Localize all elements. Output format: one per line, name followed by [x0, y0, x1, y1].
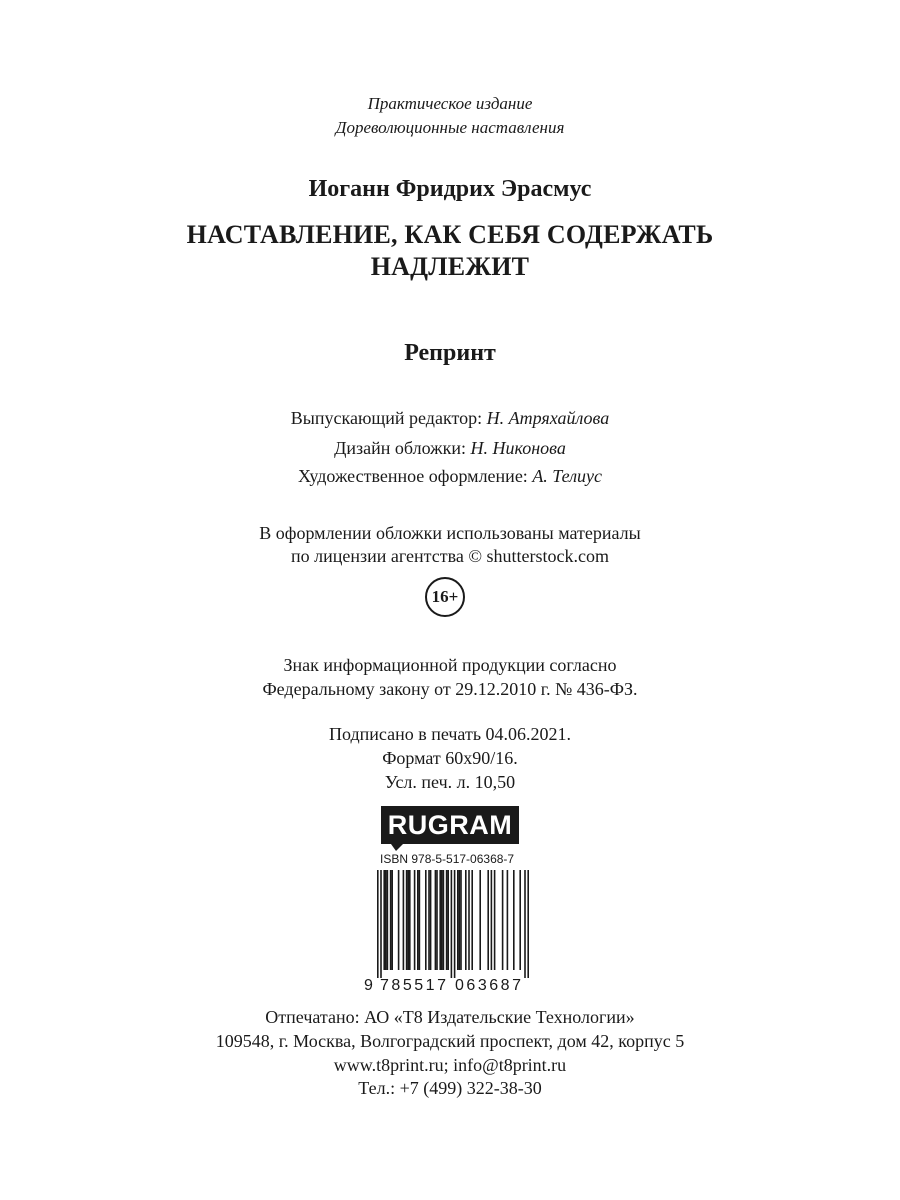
age-note-line-1: Знак информационной продукции согласно: [283, 655, 617, 675]
barcode-bar: [377, 870, 379, 978]
printer-line-3: www.t8print.ru; info@t8print.ru: [333, 1055, 567, 1075]
barcode-bar: [460, 870, 462, 970]
barcode-bar: [468, 870, 470, 970]
barcode-bar: [409, 870, 411, 970]
barcode-bar: [385, 870, 387, 970]
barcode-bar: [439, 870, 441, 970]
series-line-1: Практическое издание: [367, 94, 533, 113]
barcode-digit-first: 9: [364, 977, 373, 994]
barcode-bar: [407, 870, 409, 970]
printer-line-1: Отпечатано: АО «Т8 Издательские Технологии»: [265, 1007, 635, 1027]
barcode-digits-left: 785517: [380, 977, 446, 994]
barcode-bar: [425, 870, 427, 970]
barcode-bar: [519, 870, 521, 970]
barcode-bar: [417, 870, 419, 970]
credit-cover-design: [0, 438, 900, 459]
barcode-bar: [454, 870, 456, 978]
barcode-bar: [428, 870, 430, 970]
barcode-bar: [443, 870, 445, 970]
isbn-barcode: [362, 866, 537, 994]
book-title-line-1: НАСТАВЛЕНИЕ, КАК СЕБЯ СОДЕРЖАТЬ: [186, 220, 714, 249]
barcode-bar: [524, 870, 526, 978]
barcode-bar: [451, 870, 453, 978]
barcode-bars: [377, 870, 529, 978]
series-line-2: Дореволюционные наставления: [335, 118, 565, 137]
cover-note-line-2: по лицензии агентства © shutterstock.com: [291, 546, 609, 566]
barcode-bar: [465, 870, 467, 970]
credit-role: Художественное оформление:: [297, 466, 528, 486]
barcode-bar: [457, 870, 459, 970]
edition-type: Репринт: [404, 340, 496, 366]
barcode-bar: [406, 870, 408, 970]
barcode-bar: [436, 870, 438, 970]
barcode-bar: [435, 870, 437, 970]
barcode-bar: [491, 870, 493, 970]
barcode-bar: [447, 870, 449, 970]
cover-note-line-1: В оформлении обложки использованы материалы: [259, 523, 641, 543]
barcode-bar: [446, 870, 448, 970]
barcode-bar: [527, 870, 529, 978]
barcode-bar: [502, 870, 504, 970]
credit-art-design: [0, 466, 900, 487]
barcode-bar: [441, 870, 443, 970]
barcode-bar: [390, 870, 392, 970]
barcode-bar: [419, 870, 421, 970]
barcode-bar: [383, 870, 385, 970]
barcode-bar: [403, 870, 405, 970]
print-sheets: Усл. печ. л. 10,50: [384, 772, 516, 792]
credit-name: Н. Никонова: [470, 438, 566, 458]
credit-role: Дизайн обложки:: [334, 438, 466, 458]
barcode-bar: [459, 870, 461, 970]
credit-name: А. Телиус: [532, 466, 603, 486]
barcode-bar: [494, 870, 496, 970]
credit-name: Н. Атряхайлова: [486, 408, 610, 428]
credit-role: Выпускающий редактор:: [290, 408, 483, 428]
age-note-line-2: Федеральному закону от 29.12.2010 г. № 436-ФЗ.: [262, 679, 638, 699]
barcode-bar: [430, 870, 432, 970]
publisher-logo: RUGRAM: [381, 806, 519, 844]
barcode-bar: [471, 870, 473, 970]
print-format: Формат 60x90/16.: [382, 748, 518, 768]
isbn-label: ISBN 978-5-517-06368-7: [380, 852, 515, 866]
age-rating-badge: 16+: [425, 577, 465, 617]
credit-editor: [0, 408, 900, 429]
barcode-bar: [414, 870, 416, 970]
barcode-bar: [380, 870, 382, 978]
barcode-bar: [398, 870, 400, 970]
barcode-bar: [387, 870, 389, 970]
barcode-bar: [513, 870, 515, 970]
barcode-bar: [487, 870, 489, 970]
barcode-bar: [391, 870, 393, 970]
print-signed: Подписано в печать 04.06.2021.: [328, 724, 572, 744]
barcode-bar: [507, 870, 509, 970]
printer-line-2: 109548, г. Москва, Волгоградский проспект, дом 42, корпус 5: [215, 1031, 685, 1051]
printer-line-4: Тел.: +7 (499) 322-38-30: [358, 1078, 542, 1098]
barcode-bar: [479, 870, 481, 970]
author-name: Иоганн Фридрих Эрасмус: [308, 176, 592, 202]
barcode-digits-right: 063687: [455, 977, 521, 994]
book-title-line-2: НАДЛЕЖИТ: [370, 252, 530, 281]
